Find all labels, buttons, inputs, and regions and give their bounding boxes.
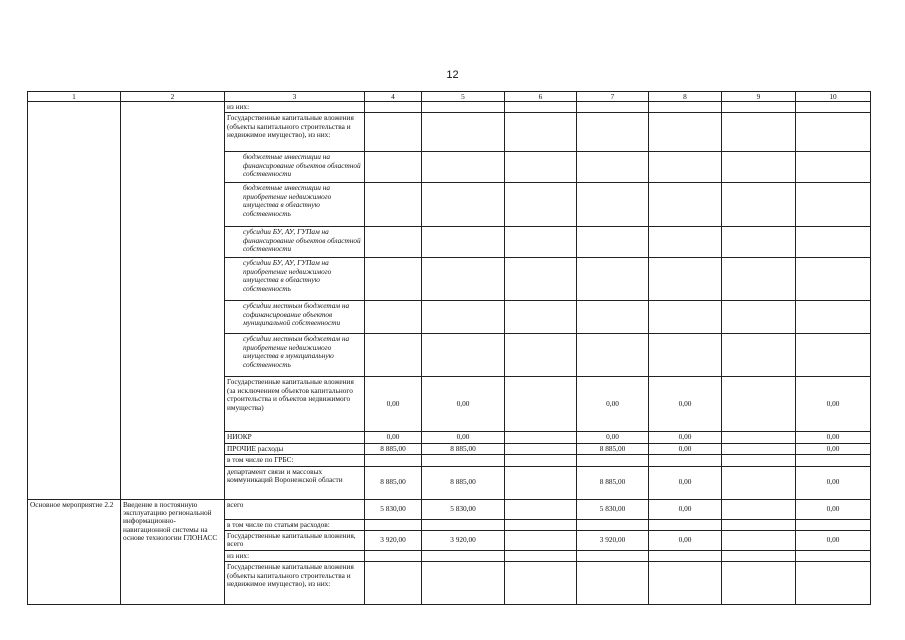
empty-cell bbox=[577, 183, 649, 227]
empty-cell bbox=[649, 455, 722, 466]
empty-cell bbox=[796, 102, 871, 113]
empty-cell bbox=[505, 455, 577, 466]
empty-cell bbox=[365, 334, 422, 377]
empty-cell bbox=[365, 519, 422, 530]
column-header: 1 bbox=[28, 92, 121, 102]
empty-cell bbox=[422, 183, 505, 227]
value-cell: 3 920,00 bbox=[422, 530, 505, 550]
empty-cell bbox=[796, 334, 871, 377]
empty-cell bbox=[422, 102, 505, 113]
table-row bbox=[28, 102, 871, 113]
measure-2-2-section bbox=[28, 499, 871, 605]
row-label: НИОКР bbox=[225, 432, 365, 443]
value-cell: 8 885,00 bbox=[365, 443, 422, 454]
empty-cell bbox=[505, 443, 577, 454]
value-cell: 8 885,00 bbox=[422, 466, 505, 499]
empty-cell bbox=[722, 530, 796, 550]
empty-cell bbox=[422, 562, 505, 605]
row-label: в том числе по статьям расходов: bbox=[225, 519, 365, 530]
row-label: департамент связи и массовых коммуникаций Воронежской области bbox=[225, 466, 365, 499]
empty-cell bbox=[796, 183, 871, 227]
empty-cell bbox=[649, 519, 722, 530]
empty-cell bbox=[577, 334, 649, 377]
column-header: 5 bbox=[422, 92, 505, 102]
empty-cell bbox=[505, 466, 577, 499]
empty-cell bbox=[722, 466, 796, 499]
value-cell: 0,00 bbox=[577, 377, 649, 432]
value-cell: 8 885,00 bbox=[577, 466, 649, 499]
value-cell: 0,00 bbox=[796, 377, 871, 432]
empty-cell bbox=[649, 102, 722, 113]
empty-cell bbox=[796, 227, 871, 258]
empty-cell bbox=[422, 227, 505, 258]
empty-cell bbox=[505, 562, 577, 605]
empty-cell bbox=[505, 530, 577, 550]
value-cell: 0,00 bbox=[649, 530, 722, 550]
empty-cell bbox=[505, 550, 577, 561]
empty-cell bbox=[365, 113, 422, 152]
empty-cell bbox=[505, 334, 577, 377]
empty-cell bbox=[649, 258, 722, 301]
value-cell: 0,00 bbox=[796, 443, 871, 454]
column-header: 3 bbox=[225, 92, 365, 102]
measure-title-cell bbox=[121, 102, 225, 500]
empty-cell bbox=[722, 377, 796, 432]
value-cell: 0,00 bbox=[796, 499, 871, 519]
empty-cell bbox=[722, 443, 796, 454]
row-label: субсидии БУ, АУ, ГУПам на приобретение недвижимого имущества в областную собственность bbox=[225, 258, 365, 301]
empty-cell bbox=[649, 227, 722, 258]
value-cell: 0,00 bbox=[422, 432, 505, 443]
empty-cell bbox=[796, 562, 871, 605]
empty-cell bbox=[577, 455, 649, 466]
column-header: 4 bbox=[365, 92, 422, 102]
empty-cell bbox=[649, 562, 722, 605]
empty-cell bbox=[505, 183, 577, 227]
value-cell: 0,00 bbox=[796, 466, 871, 499]
value-cell: 0,00 bbox=[649, 377, 722, 432]
empty-cell bbox=[422, 113, 505, 152]
empty-cell bbox=[365, 152, 422, 183]
empty-cell bbox=[422, 258, 505, 301]
value-cell: 3 920,00 bbox=[577, 530, 649, 550]
empty-cell bbox=[365, 258, 422, 301]
measure-name-cell bbox=[28, 102, 121, 500]
empty-cell bbox=[649, 334, 722, 377]
column-header: 6 bbox=[505, 92, 577, 102]
value-cell: 5 830,00 bbox=[577, 499, 649, 519]
empty-cell bbox=[365, 550, 422, 561]
row-label: всего bbox=[225, 499, 365, 519]
empty-cell bbox=[722, 550, 796, 561]
empty-cell bbox=[422, 301, 505, 334]
empty-cell bbox=[722, 258, 796, 301]
row-label: субсидии БУ, АУ, ГУПам на финансирование объектов областной собственности bbox=[225, 227, 365, 258]
empty-cell bbox=[577, 301, 649, 334]
row-label: бюджетные инвестиции на финансирование объектов областной собственности bbox=[225, 152, 365, 183]
table-row bbox=[28, 499, 871, 519]
empty-cell bbox=[722, 562, 796, 605]
value-cell: 0,00 bbox=[649, 499, 722, 519]
empty-cell bbox=[577, 152, 649, 183]
empty-cell bbox=[577, 113, 649, 152]
measure-title: Введение в постоянную эксплуатацию региональной информационно-навигационной системы на основе технологии ГЛОНАСС bbox=[121, 499, 225, 605]
row-label: в том числе по ГРБС: bbox=[225, 455, 365, 466]
empty-cell bbox=[649, 152, 722, 183]
value-cell: 5 830,00 bbox=[365, 499, 422, 519]
column-header: 2 bbox=[121, 92, 225, 102]
empty-cell bbox=[577, 519, 649, 530]
value-cell: 0,00 bbox=[649, 466, 722, 499]
empty-cell bbox=[505, 102, 577, 113]
empty-cell bbox=[722, 432, 796, 443]
column-header: 10 bbox=[796, 92, 871, 102]
column-header: 9 bbox=[722, 92, 796, 102]
row-label: субсидии местным бюджетам на приобретение недвижимого имущества в муниципальную собственность bbox=[225, 334, 365, 377]
empty-cell bbox=[722, 183, 796, 227]
empty-cell bbox=[422, 550, 505, 561]
column-header: 7 bbox=[577, 92, 649, 102]
empty-cell bbox=[365, 301, 422, 334]
column-header: 8 bbox=[649, 92, 722, 102]
empty-cell bbox=[649, 183, 722, 227]
empty-cell bbox=[796, 455, 871, 466]
empty-cell bbox=[505, 113, 577, 152]
empty-cell bbox=[649, 301, 722, 334]
empty-cell bbox=[722, 227, 796, 258]
empty-cell bbox=[505, 499, 577, 519]
empty-cell bbox=[422, 152, 505, 183]
empty-cell bbox=[796, 152, 871, 183]
empty-cell bbox=[422, 519, 505, 530]
empty-cell bbox=[796, 550, 871, 561]
row-label: из них: bbox=[225, 102, 365, 113]
empty-cell bbox=[365, 183, 422, 227]
empty-cell bbox=[505, 377, 577, 432]
empty-cell bbox=[796, 519, 871, 530]
value-cell: 0,00 bbox=[422, 377, 505, 432]
row-label: ПРОЧИЕ расходы bbox=[225, 443, 365, 454]
page-number: 12 bbox=[446, 69, 459, 81]
empty-cell bbox=[365, 227, 422, 258]
measure-name: Основное мероприятие 2.2 bbox=[28, 499, 121, 605]
empty-cell bbox=[505, 519, 577, 530]
empty-cell bbox=[505, 258, 577, 301]
row-label: из них: bbox=[225, 550, 365, 561]
empty-cell bbox=[577, 562, 649, 605]
empty-cell bbox=[722, 152, 796, 183]
empty-cell bbox=[365, 102, 422, 113]
value-cell: 0,00 bbox=[796, 530, 871, 550]
empty-cell bbox=[577, 227, 649, 258]
empty-cell bbox=[722, 455, 796, 466]
empty-cell bbox=[649, 113, 722, 152]
empty-cell bbox=[722, 499, 796, 519]
empty-cell bbox=[722, 334, 796, 377]
value-cell: 8 885,00 bbox=[422, 443, 505, 454]
row-label: Государственные капитальные вложения, всего bbox=[225, 530, 365, 550]
budget-table bbox=[27, 91, 871, 605]
empty-cell bbox=[649, 550, 722, 561]
value-cell: 0,00 bbox=[365, 377, 422, 432]
empty-cell bbox=[722, 519, 796, 530]
empty-cell bbox=[505, 432, 577, 443]
empty-cell bbox=[505, 152, 577, 183]
empty-cell bbox=[796, 258, 871, 301]
value-cell: 0,00 bbox=[796, 432, 871, 443]
empty-cell bbox=[796, 301, 871, 334]
empty-cell bbox=[796, 113, 871, 152]
row-label: субсидии местным бюджетам на софинансирование объектов муниципальной собственности bbox=[225, 301, 365, 334]
empty-cell bbox=[422, 455, 505, 466]
empty-cell bbox=[722, 301, 796, 334]
value-cell: 0,00 bbox=[577, 432, 649, 443]
value-cell: 8 885,00 bbox=[365, 466, 422, 499]
empty-cell bbox=[505, 301, 577, 334]
row-label: бюджетные инвестиции на приобретение недвижимого имущества в областную собственность bbox=[225, 183, 365, 227]
empty-cell bbox=[505, 227, 577, 258]
empty-cell bbox=[365, 455, 422, 466]
empty-cell bbox=[365, 562, 422, 605]
value-cell: 0,00 bbox=[649, 432, 722, 443]
empty-cell bbox=[422, 334, 505, 377]
column-number-row bbox=[28, 92, 871, 102]
empty-cell bbox=[722, 102, 796, 113]
empty-cell bbox=[577, 102, 649, 113]
value-cell: 8 885,00 bbox=[577, 443, 649, 454]
value-cell: 5 830,00 bbox=[422, 499, 505, 519]
value-cell: 3 920,00 bbox=[365, 530, 422, 550]
empty-cell bbox=[577, 258, 649, 301]
row-label: Государственные капитальные вложения (за исключением объектов капитального строительства и объектов недвижимого имущества) bbox=[225, 377, 365, 432]
empty-cell bbox=[577, 550, 649, 561]
row-label: Государственные капитальные вложения (объекты капитального строительства и недвижимое имущество), из них: bbox=[225, 562, 365, 605]
empty-cell bbox=[722, 113, 796, 152]
value-cell: 0,00 bbox=[365, 432, 422, 443]
row-label: Государственные капитальные вложения (объекты капитального строительства и недвижимое имущество), из них: bbox=[225, 113, 365, 152]
value-cell: 0,00 bbox=[649, 443, 722, 454]
previous-measure-section bbox=[28, 102, 871, 500]
